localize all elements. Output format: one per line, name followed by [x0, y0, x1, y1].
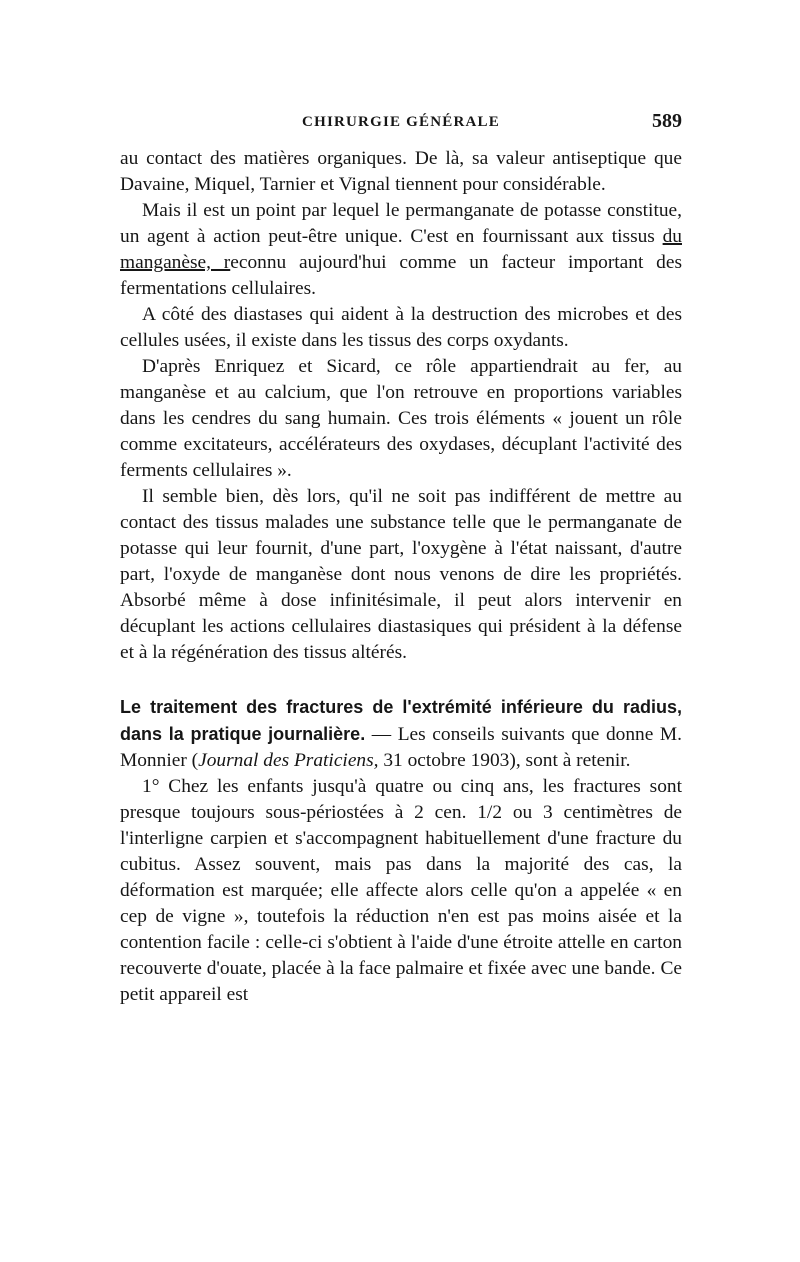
section-title: Le traitement des fractures de l'extrémité inférieure du radius, dans la pratique journalière.	[120, 697, 682, 744]
paragraph-4: D'après Enriquez et Sicard, ce rôle appartiendrait au fer, au manganèse et au calcium, que l'on retrouve en proportions variables dans les cendres du sang humain. Ces trois éléments « jouent un rôle comme excitateurs, accélérateurs des oxydases, décuplant l'activité des ferments cellulaires ».	[120, 356, 682, 481]
book-page	[120, 110, 682, 1008]
running-head: CHIRURGIE GÉNÉRALE	[302, 114, 500, 130]
page-header	[120, 110, 682, 140]
section-intro	[120, 694, 682, 774]
paragraph-1: au contact des matières organiques. De là, sa valeur antiseptique que Davaine, Miquel, Tarnier et Vignal tiennent pour considérable.	[120, 148, 682, 195]
body-text	[120, 146, 682, 1008]
paragraph-2-start: Mais il est un point par lequel le permanganate de potasse constitue, un agent à action peut-être unique. C'est en fournissant aux tissus	[120, 200, 682, 247]
page-number: 589	[652, 110, 682, 132]
point-1: 1° Chez les enfants jusqu'à quatre ou cinq ans, les fractures sont presque toujours sous-périostées à 2 cen. 1/2 ou 3 centimètres de l'interligne carpien et s'accompagnent habituellement d'une fracture du cubitus. Assez souvent, mais pas dans la majorité des cas, la déformation est marquée; elle affecte alors celle qu'on a appelée « en cep de vigne », toutefois la réduction n'en est pas moins aisée et la contention facile : celle-ci s'obtient à l'aide d'une étroite attelle en carton recouverte d'ouate, placée à la face palmaire et fixée avec une bande. Ce petit appareil est	[120, 776, 682, 1005]
paragraph-3: A côté des diastases qui aident à la destruction des microbes et des cellules usées, il existe dans les tissus des corps oxydants.	[120, 304, 682, 351]
section-intro-end: 31 octobre 1903), sont à retenir.	[378, 750, 631, 771]
fracture-section	[120, 694, 682, 1008]
underlined-phrase: du manganèse, r	[120, 226, 682, 273]
journal-title: Journal des Praticiens,	[198, 750, 379, 771]
paragraph-2-end: econnu aujourd'hui comme un facteur important des fermentations cellulaires.	[120, 252, 683, 299]
section-intro-start: — Les conseils suivants que donne M. Monnier (	[120, 724, 682, 771]
paragraph-5: Il semble bien, dès lors, qu'il ne soit pas indifférent de mettre au contact des tissus malades une substance telle que le permanganate de potasse qui leur fournit, d'une part, l'oxygène à l'état naissant, d'autre part, l'oxyde de manganèse dont nous venons de dire les propriétés. Absorbé même à dose infinitésimale, il peut alors intervenir en décuplant les actions cellulaires diastasiques qui président à la défense et à la régénération des tissus altérés.	[120, 486, 682, 663]
paragraph-2	[120, 198, 682, 302]
